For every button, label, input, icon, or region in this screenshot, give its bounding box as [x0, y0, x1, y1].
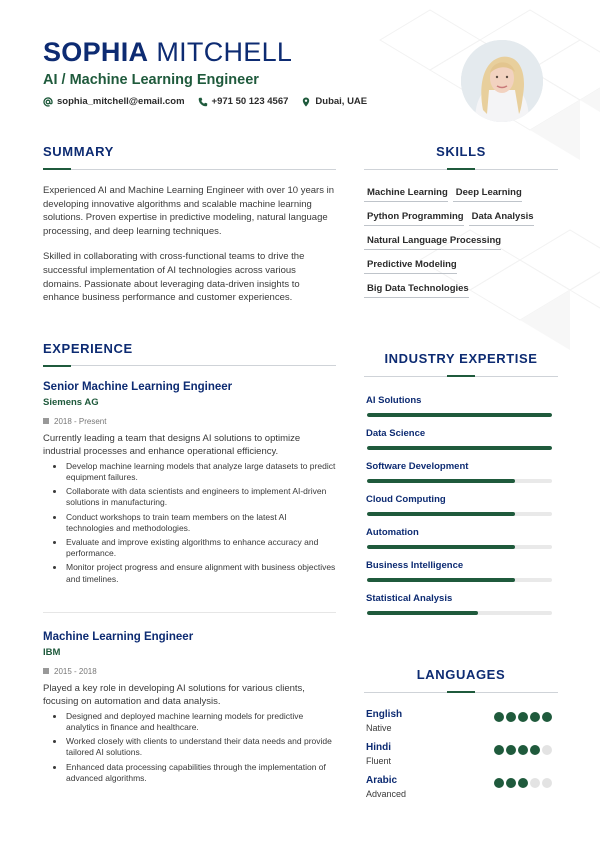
languages-list: [364, 709, 558, 799]
language-rating: [492, 745, 552, 755]
phone-text: +971 50 123 4567: [211, 96, 289, 107]
skill-tag: Python Programming: [364, 211, 464, 226]
job-dates: [43, 667, 336, 676]
language-item: [364, 775, 558, 799]
location-text: Dubai, UAE: [315, 96, 368, 107]
expertise-item: [364, 395, 558, 417]
expertise-bar-fill: [367, 479, 515, 483]
language-item: [364, 742, 558, 766]
rating-dot: [518, 712, 528, 722]
job-description: Played a key role in developing AI solutions for various clients, focusing on automation and data analysis.: [43, 682, 305, 707]
calendar-icon: [43, 668, 49, 674]
skills-rule: [364, 168, 558, 170]
expertise-bar-fill: [367, 446, 552, 450]
expertise-label: Cloud Computing: [366, 494, 446, 505]
rating-dot: [494, 745, 504, 755]
job-bullet: • Develop machine learning models that analyze large datasets to predict equipment failures.: [65, 461, 336, 483]
skill-tag: Machine Learning: [364, 187, 448, 202]
expertise-label: Automation: [366, 527, 419, 538]
rating-dot: [506, 778, 516, 788]
right-column: [364, 144, 558, 808]
summary-paragraph-1: Experienced AI and Machine Learning Engineer with over 10 years in developing innovative algorithms and scalable machine learning solutions. Proven expertise in predictive modeling, natural language processing, and deep learning techniques.: [43, 185, 334, 237]
expertise-bar: [367, 512, 552, 516]
expertise-bar-fill: [367, 413, 552, 417]
expertise-bar: [367, 479, 552, 483]
job-title: AI / Machine Learning Engineer: [43, 72, 259, 88]
job-entry: [43, 381, 336, 585]
job-bullet: • Designed and deployed machine learning models for predictive analytics in finance and healthcare.: [65, 711, 336, 733]
avatar: [461, 40, 543, 122]
skills-heading: SKILLS: [436, 144, 486, 159]
expertise-label: Software Development: [366, 461, 469, 472]
rating-dot: [506, 745, 516, 755]
rating-dot: [542, 745, 552, 755]
summary-section: [43, 184, 336, 305]
expertise-bar-fill: [367, 512, 515, 516]
rating-dot: [542, 778, 552, 788]
language-name: Hindi: [366, 742, 391, 753]
languages-rule: [364, 691, 558, 693]
full-name: [43, 37, 443, 67]
language-name: English: [366, 709, 403, 720]
language-level: Advanced: [366, 789, 407, 799]
last-name: MITCHELL: [156, 37, 293, 67]
rating-dot: [494, 712, 504, 722]
expertise-item: [364, 428, 558, 450]
location-pin-icon: [301, 97, 311, 107]
expertise-label: Statistical Analysis: [366, 593, 453, 604]
skills-list: [364, 187, 558, 307]
skill-tag: Big Data Technologies: [364, 283, 469, 298]
expertise-item: [364, 560, 558, 582]
summary-rule: [43, 168, 336, 170]
skill-tag: Deep Learning: [453, 187, 522, 202]
job-role: Senior Machine Learning Engineer: [43, 380, 233, 393]
job-divider: [43, 612, 336, 613]
expertise-label: AI Solutions: [366, 395, 422, 406]
expertise-item: [364, 494, 558, 516]
rating-dot: [530, 712, 540, 722]
header: [43, 37, 443, 107]
expertise-bar: [367, 578, 552, 582]
phone-contact[interactable]: [198, 96, 289, 107]
job-bullets: [43, 461, 336, 585]
expertise-label: Business Intelligence: [366, 560, 464, 571]
languages-heading: LANGUAGES: [416, 667, 506, 682]
expertise-bar: [367, 611, 552, 615]
language-rating: [492, 778, 552, 788]
summary-heading: SUMMARY: [43, 144, 114, 159]
job-bullets: [43, 711, 336, 784]
expertise-bar: [367, 446, 552, 450]
expertise-rule: [364, 375, 558, 377]
job-bullet: • Monitor project progress and ensure alignment with business objectives and timelines.: [65, 562, 336, 584]
skill-tag: Data Analysis: [469, 211, 534, 226]
left-column: [43, 144, 336, 787]
at-icon: [43, 97, 53, 107]
rating-dot: [530, 745, 540, 755]
expertise-item: [364, 527, 558, 549]
rating-dot: [518, 778, 528, 788]
expertise-item: [364, 593, 558, 615]
language-item: [364, 709, 558, 733]
language-rating: [492, 712, 552, 722]
expertise-item: [364, 461, 558, 483]
summary-paragraph-2: Skilled in collaborating with cross-functional teams to drive the successful implementation of AI technologies across various domains. Passionate about leveraging data-driven insights to enhance business performance and customer experiences.: [43, 251, 305, 304]
expertise-bar-fill: [367, 578, 515, 582]
first-name: SOPHIA: [43, 37, 149, 67]
expertise-bar: [367, 545, 552, 549]
job-role: Machine Learning Engineer: [43, 630, 194, 643]
expertise-list: [364, 395, 558, 615]
contact-row: [43, 96, 443, 107]
job-bullet: • Enhanced data processing capabilities through the implementation of advanced algorithms.: [65, 762, 336, 784]
profile-photo: [461, 40, 543, 122]
job-dates-text: 2018 - Present: [54, 416, 107, 426]
job-bullet: • Evaluate and improve existing algorithms to enhance accuracy and performance.: [65, 537, 336, 559]
language-name: Arabic: [366, 775, 398, 786]
job-bullet: • Conduct workshops to train team members on the latest AI technologies and methodologies.: [65, 512, 336, 534]
expertise-bar-fill: [367, 611, 478, 615]
rating-dot: [542, 712, 552, 722]
job-description: Currently leading a team that designs AI solutions to optimize industrial processes and enhance operational efficiency.: [43, 432, 301, 457]
job-bullet: • Collaborate with data scientists and engineers to implement AI-driven solutions in manufacturing.: [65, 486, 336, 508]
experience-heading: EXPERIENCE: [43, 340, 133, 356]
email-contact[interactable]: [43, 96, 185, 107]
language-level: Fluent: [366, 756, 392, 766]
expertise-bar: [367, 413, 552, 417]
skill-tag: Natural Language Processing: [364, 235, 501, 250]
location-contact: [301, 96, 367, 107]
expertise-bar-fill: [367, 545, 515, 549]
job-dates: [43, 417, 336, 426]
expertise-label: Data Science: [366, 428, 426, 439]
job-bullet: • Worked closely with clients to understand their data needs and provide tailored AI solutions.: [65, 736, 336, 758]
rating-dot: [518, 745, 528, 755]
skill-tag: Predictive Modeling: [364, 259, 457, 274]
job-entry: [43, 631, 336, 784]
language-level: Native: [366, 723, 392, 733]
rating-dot: [530, 778, 540, 788]
email-text: sophia_mitchell@email.com: [57, 96, 185, 107]
job-dates-text: 2015 - 2018: [54, 666, 97, 676]
phone-icon: [198, 97, 208, 107]
rating-dot: [506, 712, 516, 722]
calendar-icon: [43, 418, 49, 424]
job-company: Siemens AG: [43, 396, 99, 408]
expertise-heading: INDUSTRY EXPERTISE: [384, 351, 538, 366]
job-company: IBM: [43, 646, 61, 658]
rating-dot: [494, 778, 504, 788]
experience-rule: [43, 365, 336, 367]
